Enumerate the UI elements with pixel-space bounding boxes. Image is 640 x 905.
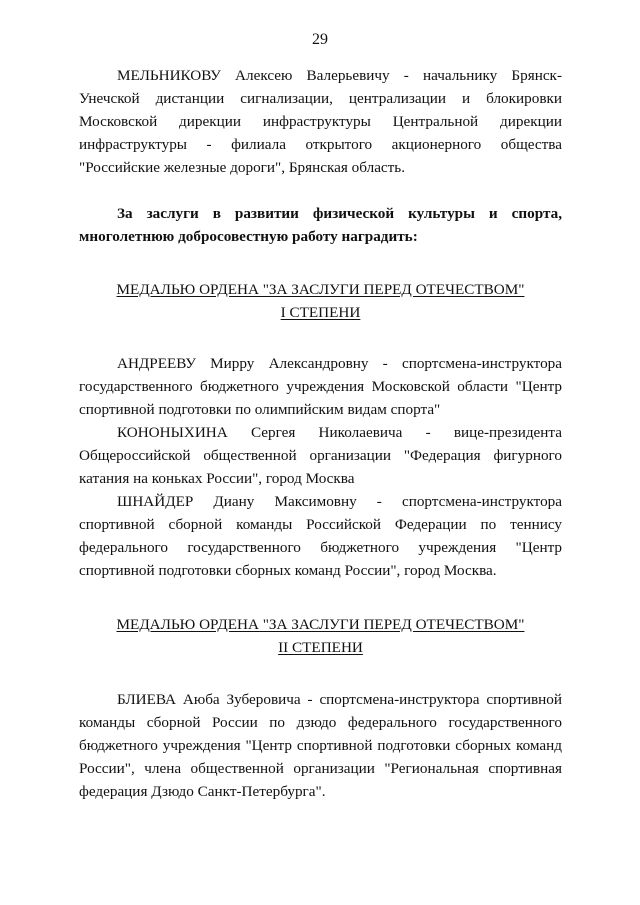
award-entry-kononykhin: КОНОНЫХИНА Сергея Николаевича - вице-президента Общероссийской общественной организации "Федерация фигурного катания на коньках России", город Москва (79, 424, 562, 487)
medal-heading-degree: I СТЕПЕНИ (280, 304, 361, 321)
award-intro: За заслуги в развитии физической культуры и спорта, многолетнюю добросовестную работу наградить: (79, 205, 562, 245)
medal-heading-title: МЕДАЛЬЮ ОРДЕНА "ЗА ЗАСЛУГИ ПЕРЕД ОТЕЧЕСТВОМ" (116, 616, 525, 633)
medal-heading-1st-degree (79, 278, 562, 324)
award-entry-melnikov: МЕЛЬНИКОВУ Алексею Валерьевичу - начальнику Брянск-Унечской дистанции сигнализации, централизации и блокировки Московской дирекции инфраструктуры Центральной дирекции инфраструктуры - филиала открытого акционерного общества "Российские железные дороги", Брянская область. (79, 67, 562, 176)
document-body (79, 64, 562, 803)
medal-heading-2nd-degree (79, 613, 562, 659)
page-number: 29 (312, 31, 328, 48)
award-entry-andreeva: АНДРЕЕВУ Мирру Александровну - спортсмена-инструктора государственного бюджетного учреждения Московской области "Центр спортивной подготовки по олимпийским видам спорта" (79, 355, 562, 418)
award-entry-shnaider: ШНАЙДЕР Диану Максимовну - спортсмена-инструктора спортивной сборной команды Российской Федерации по теннису федерального государственного бюджетного учреждения "Центр спортивной подготовки сборных команд России", город Москва. (79, 493, 562, 579)
medal-heading-title: МЕДАЛЬЮ ОРДЕНА "ЗА ЗАСЛУГИ ПЕРЕД ОТЕЧЕСТВОМ" (116, 281, 525, 298)
medal-heading-degree: II СТЕПЕНИ (278, 639, 363, 656)
award-entry-bliev: БЛИЕВА Аюба Зуберовича - спортсмена-инструктора спортивной команды сборной России по дзюдо федерального государственного бюджетного учреждения "Центр спортивной подготовки сборных команд России", члена общественной организации "Региональная спортивная федерация Дзюдо Санкт-Петербурга". (79, 691, 562, 800)
